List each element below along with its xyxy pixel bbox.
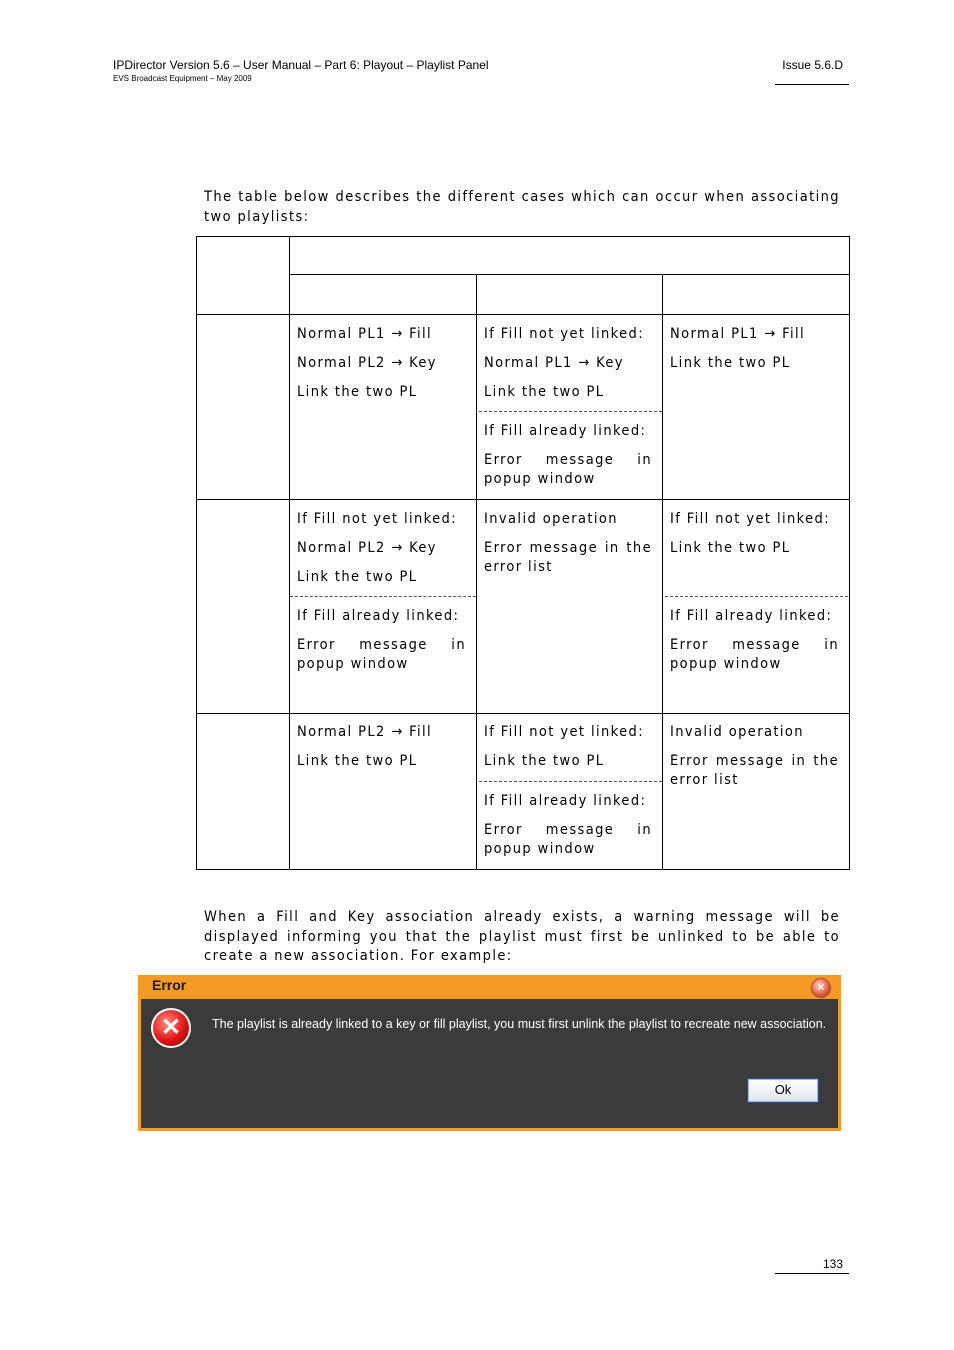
dialog-body: [141, 999, 838, 1128]
cell-r2-c2: [484, 510, 652, 587]
table-col-divider-2: [476, 274, 477, 870]
table-border-left: [196, 236, 197, 870]
table-border-right: [849, 236, 850, 870]
dialog-title: Error: [152, 977, 187, 993]
cell-line: Error message in popup window: [297, 637, 466, 672]
cell-r1-c3: [670, 325, 840, 383]
footer-rule: [775, 1273, 849, 1274]
header-rule: [775, 84, 849, 85]
cell-r3-c1: [297, 723, 467, 781]
cell-line: Normal PL1 → Key: [484, 355, 624, 371]
cell-r3-c2a: [484, 723, 654, 781]
table-row-divider-1: [196, 314, 850, 315]
cell-line: If Fill not yet linked:: [484, 724, 645, 740]
cell-line: Normal PL1 → Fill: [297, 326, 433, 342]
table-header-divider: [289, 274, 850, 275]
cell-line: Error message in popup window: [484, 452, 652, 487]
cell-r1-c2a: [484, 325, 654, 412]
cell-line: If Fill not yet linked:: [484, 326, 645, 342]
cell-line: Error message in the error list: [484, 540, 652, 575]
cell-line: Normal PL1 → Fill: [670, 326, 806, 342]
cell-r1-c1: [297, 325, 467, 412]
header-issue: Issue 5.6.D: [782, 58, 843, 72]
cell-line: Normal PL2 → Fill: [297, 724, 433, 740]
dialog-message: The playlist is already linked to a key or fill playlist, you must first unlink the playlist to recreate new association.: [212, 1017, 827, 1031]
cell-r2-c1a: [297, 510, 467, 597]
cell-r2-c3a: [670, 510, 840, 568]
cell-line: If Fill already linked:: [670, 608, 833, 624]
error-icon: ✕: [151, 1008, 191, 1048]
intro-paragraph: The table below describes the different cases which can occur when associating two playlists:: [204, 189, 840, 225]
ok-button[interactable]: Ok: [747, 1078, 819, 1103]
cell-line: Link the two PL: [297, 569, 418, 585]
cell-r1-c2b: [484, 422, 652, 499]
outro-paragraph: When a Fill and Key association already exists, a warning message will be displayed informing you that the playlist must first be unlinked to be able to create a new association. For example:: [204, 909, 840, 964]
cell-line: Error message in the error list: [670, 753, 839, 788]
error-dialog-screenshot: [138, 975, 841, 1131]
cell-line: If Fill already linked:: [297, 608, 460, 624]
dash-r3-c2: [479, 781, 662, 782]
table-row-divider-3: [196, 713, 850, 714]
header-title: IPDirector Version 5.6 – User Manual – Part 6: Playout – Playlist Panel: [113, 58, 489, 72]
cell-line: Invalid operation: [670, 724, 804, 740]
cell-line: Link the two PL: [484, 753, 605, 769]
cell-line: Error message in popup window: [670, 637, 839, 672]
table-col-divider-1: [289, 236, 290, 870]
cell-r3-c3: [670, 723, 839, 800]
cell-line: Normal PL2 → Key: [297, 355, 437, 371]
page-number: 133: [822, 1257, 843, 1271]
cell-line: Link the two PL: [670, 540, 791, 556]
table-row-divider-2: [196, 499, 850, 500]
cell-line: Link the two PL: [484, 384, 605, 400]
cell-line: Link the two PL: [297, 753, 418, 769]
cell-line: Normal PL2 → Key: [297, 540, 437, 556]
cell-line: Error message in popup window: [484, 822, 652, 857]
header-subtitle: EVS Broadcast Equipment – May 2009: [113, 74, 252, 83]
close-icon[interactable]: ×: [811, 978, 831, 998]
cell-r3-c2b: [484, 792, 652, 869]
cell-r2-c3b: [670, 607, 839, 684]
association-table: [196, 236, 850, 870]
table-border-top: [196, 236, 850, 237]
cell-r2-c1b: [297, 607, 466, 684]
table-col-divider-3: [662, 274, 663, 870]
cell-line: If Fill not yet linked:: [670, 511, 831, 527]
cell-line: If Fill already linked:: [484, 793, 647, 809]
cell-line: Invalid operation: [484, 511, 618, 527]
cell-line: Link the two PL: [297, 384, 418, 400]
cell-line: If Fill already linked:: [484, 423, 647, 439]
dash-r2-c3: [665, 596, 848, 597]
table-border-bottom: [196, 869, 850, 870]
cell-line: Link the two PL: [670, 355, 791, 371]
cell-line: If Fill not yet linked:: [297, 511, 458, 527]
